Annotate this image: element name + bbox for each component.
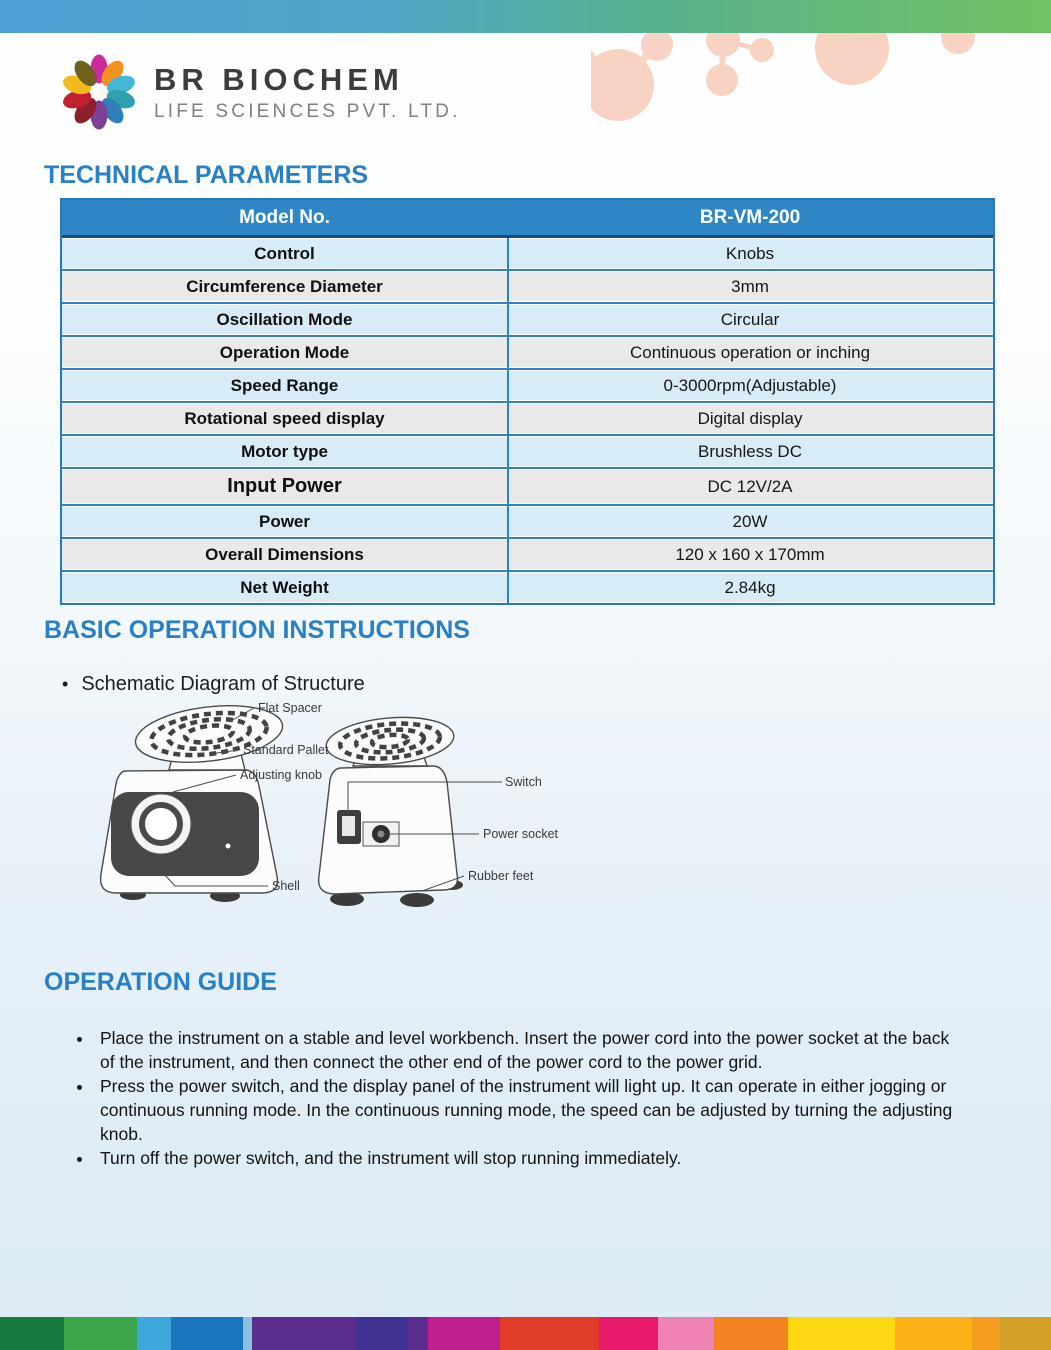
param-label-cell: Power xyxy=(258,511,311,531)
mixer-rear-view xyxy=(319,713,463,907)
diagram-label-shell: Shell xyxy=(272,879,300,893)
diagram-label-rubber-feet: Rubber feet xyxy=(468,869,534,883)
operation-guide-list xyxy=(72,1026,966,1170)
param-value-cell: 120 x 160 x 170mm xyxy=(675,544,825,564)
table-row xyxy=(62,239,993,268)
table-row xyxy=(62,467,993,503)
footer-color-segment xyxy=(428,1317,500,1350)
footer-color-segment xyxy=(252,1317,355,1350)
section-title-technical-parameters: TECHNICAL PARAMETERS xyxy=(44,161,369,189)
diagram-label-switch: Switch xyxy=(505,775,542,789)
brand-logo xyxy=(60,52,461,132)
table-row xyxy=(62,504,993,536)
footer-color-segment xyxy=(658,1317,713,1350)
footer-color-segment xyxy=(171,1317,243,1350)
param-value-cell: Circular xyxy=(720,309,780,329)
technical-parameters-table xyxy=(60,198,995,605)
param-value-cell: 3mm xyxy=(731,276,769,296)
table-row xyxy=(62,434,993,466)
param-value-cell: DC 12V/2A xyxy=(707,476,793,496)
footer-color-segment xyxy=(355,1317,408,1350)
param-label-cell: Circumference Diameter xyxy=(186,276,383,296)
table-row xyxy=(62,302,993,334)
param-label-cell: Speed Range xyxy=(230,375,339,395)
footer-color-segment xyxy=(714,1317,789,1350)
footer-color-segment xyxy=(788,1317,895,1350)
footer-color-segment xyxy=(895,1317,972,1350)
param-label-cell: Motor type xyxy=(241,441,328,461)
schematic-bullet-label: Schematic Diagram of Structure xyxy=(81,673,365,695)
brand-name: BR BIOCHEM xyxy=(154,61,404,97)
table-row xyxy=(62,537,993,569)
footer-color-segment xyxy=(972,1317,1001,1350)
footer-color-segment xyxy=(407,1317,427,1350)
param-label-cell: Oscillation Mode xyxy=(216,309,353,329)
footer-color-segment xyxy=(0,1317,64,1350)
table-row xyxy=(62,335,993,367)
footer-color-bar xyxy=(0,1317,1051,1350)
section-title-operation-guide: OPERATION GUIDE xyxy=(44,968,277,996)
guide-step: • Press the power switch, and the display panel of the instrument will light up. It can operate in either jogging or continuous running mode. In the continuous running mode, the speed can be adjusted by turning the adjusting knob. xyxy=(94,1074,966,1146)
param-value-cell: 0-3000rpm(Adjustable) xyxy=(663,375,837,395)
top-gradient-bar xyxy=(0,0,1051,33)
table-row xyxy=(62,368,993,400)
footer-color-segment xyxy=(137,1317,171,1350)
brand-subtitle: LIFE SCIENCES PVT. LTD. xyxy=(154,100,461,122)
param-label-cell: Rotational speed display xyxy=(184,408,385,428)
param-label-cell: Operation Mode xyxy=(219,342,350,362)
footer-color-segment xyxy=(243,1317,252,1350)
param-label-cell: Net Weight xyxy=(240,577,329,597)
diagram-label-power-socket: Power socket xyxy=(483,827,559,841)
footer-color-segment xyxy=(64,1317,137,1350)
footer-color-segment xyxy=(599,1317,658,1350)
footer-color-segment xyxy=(500,1317,599,1350)
table-row xyxy=(62,570,993,602)
table-row xyxy=(62,269,993,301)
molecule-decoration-icon xyxy=(591,33,1051,155)
section-title-basic-operation: BASIC OPERATION INSTRUCTIONS xyxy=(44,616,470,644)
guide-step: • Place the instrument on a stable and level workbench. Insert the power cord into the power socket at the back of the instrument, and then connect the other end of the power cord to the power grid. xyxy=(94,1026,966,1074)
mixer-front-view xyxy=(101,698,286,902)
param-value-cell: 2.84kg xyxy=(724,577,776,597)
guide-step: • Turn off the power switch, and the instrument will stop running immediately. xyxy=(94,1146,966,1170)
table-row xyxy=(62,401,993,433)
table-header-row xyxy=(62,200,993,238)
param-value-cell: Brushless DC xyxy=(698,441,802,461)
param-value-cell: Digital display xyxy=(697,408,803,428)
param-value-cell: Knobs xyxy=(725,243,775,263)
param-label-cell: Overall Dimensions xyxy=(205,544,364,564)
param-label-cell: Input Power xyxy=(227,475,342,497)
brand-flower-icon xyxy=(60,52,138,132)
footer-color-segment xyxy=(1000,1317,1051,1350)
table-column-divider xyxy=(507,238,509,603)
diagram-label-flat-spacer: Flat Spacer xyxy=(258,701,322,715)
param-value-cell: Continuous operation or inching xyxy=(629,342,871,362)
schematic-diagram xyxy=(95,696,573,924)
table-header-model: Model No. xyxy=(239,207,330,228)
diagram-label-standard-pallet: Standard Pallet xyxy=(243,743,329,757)
diagram-label-adjusting-knob: Adjusting knob xyxy=(240,768,323,782)
schematic-bullet-line xyxy=(62,673,365,696)
param-value-cell: 20W xyxy=(732,511,768,531)
table-header-model-value: BR-VM-200 xyxy=(699,207,801,228)
bullet-dot: • xyxy=(62,674,69,694)
param-label-cell: Control xyxy=(254,243,315,263)
